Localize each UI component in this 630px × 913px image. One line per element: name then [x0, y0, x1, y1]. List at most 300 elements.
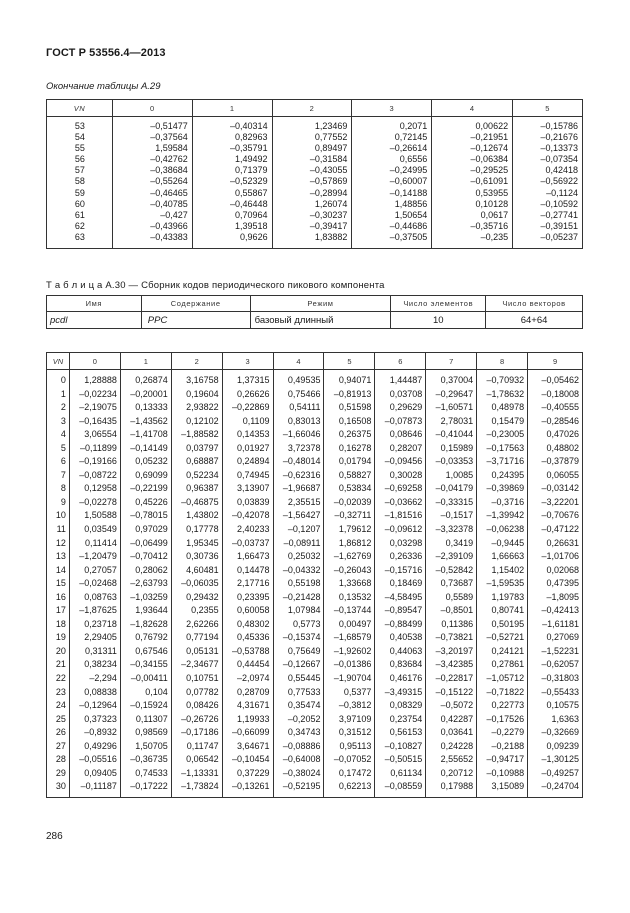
table-row: [47, 154, 583, 165]
vector-number-cell: 58: [47, 176, 113, 187]
vector-number-cell: 11: [47, 523, 70, 537]
table-row: [47, 577, 583, 591]
value-cell: 0,09239: [528, 740, 583, 754]
value-cell: –0,05462: [528, 370, 583, 388]
value-cell: 0,03549: [69, 523, 120, 537]
value-cell: 0,23395: [222, 591, 273, 605]
vector-number-cell: 15: [47, 577, 70, 591]
value-cell: 2,55652: [426, 753, 477, 767]
value-cell: 0,24228: [426, 740, 477, 754]
vector-number-cell: 12: [47, 537, 70, 551]
column-header: VN: [47, 353, 70, 370]
value-cell: –0,2279: [477, 726, 528, 740]
value-cell: –0,49257: [528, 767, 583, 781]
value-cell: –0,26043: [324, 564, 375, 578]
value-cell: –2,294: [69, 672, 120, 686]
value-cell: –0,26726: [171, 713, 222, 727]
value-cell: –0,43966: [112, 221, 192, 232]
value-cell: 0,76792: [120, 631, 171, 645]
column-header: 1: [120, 353, 171, 370]
table-a30-data-header-row: [47, 353, 583, 370]
value-cell: 0,77194: [171, 631, 222, 645]
value-cell: –0,8932: [69, 726, 120, 740]
value-cell: 0,00622: [432, 117, 513, 133]
table-row: [47, 780, 583, 797]
value-cell: –0,12667: [273, 658, 324, 672]
value-cell: 1,93644: [120, 604, 171, 618]
vector-number-cell: 3: [47, 415, 70, 429]
value-cell: –1,05712: [477, 672, 528, 686]
value-cell: –0,21676: [513, 132, 583, 143]
value-cell: –1,56427: [273, 509, 324, 523]
value-cell: –0,39869: [477, 482, 528, 496]
value-cell: –0,1517: [426, 509, 477, 523]
value-cell: 0,11386: [426, 618, 477, 632]
value-cell: 0,26375: [324, 428, 375, 442]
table-a30: [46, 295, 583, 329]
value-cell: –0,44686: [352, 221, 432, 232]
value-cell: –0,46448: [192, 199, 272, 210]
table-a30-caption: Т а б л и ц а А.30 — Сборник кодов периодического пикового компонента: [46, 280, 385, 291]
value-cell: –0,11187: [69, 780, 120, 797]
vector-number-cell: 4: [47, 428, 70, 442]
vector-number-cell: 30: [47, 780, 70, 797]
value-cell: –0,14149: [120, 442, 171, 456]
value-cell: –0,42078: [222, 509, 273, 523]
column-header: 7: [426, 353, 477, 370]
value-cell: –1,03259: [120, 591, 171, 605]
value-cell: 0,12958: [69, 482, 120, 496]
value-cell: 1,86812: [324, 537, 375, 551]
value-cell: 0,11414: [69, 537, 120, 551]
value-cell: 0,48978: [477, 401, 528, 415]
value-cell: 3,06554: [69, 428, 120, 442]
value-cell: –0,06238: [477, 523, 528, 537]
table-a30-data-body: [47, 370, 583, 798]
value-cell: –1,41708: [120, 428, 171, 442]
value-cell: 1,07984: [273, 604, 324, 618]
vector-number-cell: 8: [47, 482, 70, 496]
value-cell: –0,12674: [432, 143, 513, 154]
value-cell: 0,08763: [69, 591, 120, 605]
value-cell: –0,24995: [352, 165, 432, 176]
value-cell: 0,61134: [375, 767, 426, 781]
value-cell: 0,10751: [171, 672, 222, 686]
value-cell: –0,46875: [171, 496, 222, 510]
value-cell: 0,45336: [222, 631, 273, 645]
value-cell: –0,22869: [222, 401, 273, 415]
value-cell: 0,13333: [120, 401, 171, 415]
value-cell: 0,2355: [171, 604, 222, 618]
value-cell: –0,94717: [477, 753, 528, 767]
value-cell: –0,31584: [272, 154, 352, 165]
table-row: [47, 210, 583, 221]
value-cell: –0,9445: [477, 537, 528, 551]
table-row: [47, 686, 583, 700]
value-cell: –0,08911: [273, 537, 324, 551]
table-row: [47, 221, 583, 232]
value-cell: –1,43562: [120, 415, 171, 429]
vector-number-cell: 24: [47, 699, 70, 713]
value-cell: –1,01706: [528, 550, 583, 564]
value-cell: 0,13532: [324, 591, 375, 605]
vector-number-cell: 53: [47, 117, 113, 133]
value-cell: –0,13744: [324, 604, 375, 618]
value-cell: –0,05516: [69, 753, 120, 767]
value-cell: –0,427: [112, 210, 192, 221]
value-cell: –0,15786: [513, 117, 583, 133]
value-cell: 0,55445: [273, 672, 324, 686]
value-cell: 0,46176: [375, 672, 426, 686]
value-cell: 0,26631: [528, 537, 583, 551]
value-cell: 0,26336: [375, 550, 426, 564]
vector-number-cell: 26: [47, 726, 70, 740]
value-cell: 0,23718: [69, 618, 120, 632]
value-cell: 0,37004: [426, 370, 477, 388]
value-cell: –0,02468: [69, 577, 120, 591]
column-header: Число элементов: [391, 296, 486, 312]
value-cell: 0,55867: [192, 188, 272, 199]
vector-number-cell: 25: [47, 713, 70, 727]
value-cell: –0,37564: [112, 132, 192, 143]
value-cell: 1,6363: [528, 713, 583, 727]
value-cell: –0,30237: [272, 210, 352, 221]
column-header: 2: [272, 100, 352, 117]
value-cell: –0,10592: [513, 199, 583, 210]
value-cell: 0,9626: [192, 232, 272, 249]
value-cell: –0,03353: [426, 455, 477, 469]
value-cell: 0,68887: [171, 455, 222, 469]
table-row: [47, 604, 583, 618]
value-cell: –3,42385: [426, 658, 477, 672]
vector-number-cell: 54: [47, 132, 113, 143]
value-cell: 0,17988: [426, 780, 477, 797]
value-cell: 0,62213: [324, 780, 375, 797]
value-cell: 1,19933: [222, 713, 273, 727]
value-cell: –0,52721: [477, 631, 528, 645]
value-cell: 0,98569: [120, 726, 171, 740]
value-cell: –0,29525: [432, 165, 513, 176]
table-row: [47, 631, 583, 645]
value-cell: 0,42418: [513, 165, 583, 176]
table-row: [47, 713, 583, 727]
value-cell: –0,01386: [324, 658, 375, 672]
value-cell: 4,60481: [171, 564, 222, 578]
value-cell: –0,2052: [273, 713, 324, 727]
value-cell: –0,06035: [171, 577, 222, 591]
value-cell: 3,97109: [324, 713, 375, 727]
value-cell: 1,66663: [477, 550, 528, 564]
value-cell: 3,72378: [273, 442, 324, 456]
value-cell: –1,66046: [273, 428, 324, 442]
value-cell: 0,53834: [324, 482, 375, 496]
value-cell: 1,79612: [324, 523, 375, 537]
value-cell: –1,52231: [528, 645, 583, 659]
value-cell: 0,51598: [324, 401, 375, 415]
value-cell: 0,60058: [222, 604, 273, 618]
value-cell: 0,08426: [171, 699, 222, 713]
value-cell: 0,14353: [222, 428, 273, 442]
value-cell: –0,57869: [272, 176, 352, 187]
value-cell: 0,67546: [120, 645, 171, 659]
value-cell: 2,29405: [69, 631, 120, 645]
value-cell: –0,78015: [120, 509, 171, 523]
table-a29: [46, 99, 583, 249]
table-row: [47, 132, 583, 143]
value-cell: 2,35515: [273, 496, 324, 510]
column-header: 0: [112, 100, 192, 117]
value-cell: –0,37879: [528, 455, 583, 469]
value-cell: –0,46465: [112, 188, 192, 199]
value-cell: 0,48302: [222, 618, 273, 632]
column-header: Число векторов: [486, 296, 583, 312]
value-cell: 0,27861: [477, 658, 528, 672]
value-cell: –0,28994: [272, 188, 352, 199]
value-cell: 0,74945: [222, 469, 273, 483]
value-cell: –0,32711: [324, 509, 375, 523]
value-cell: –1,59535: [477, 577, 528, 591]
value-cell: 0,03298: [375, 537, 426, 551]
value-cell: –0,48014: [273, 455, 324, 469]
value-cell: 0,94071: [324, 370, 375, 388]
value-cell: –0,55264: [112, 176, 192, 187]
value-cell: –0,42762: [112, 154, 192, 165]
vector-number-cell: 61: [47, 210, 113, 221]
value-cell: 0,28062: [120, 564, 171, 578]
value-cell: –0,16435: [69, 415, 120, 429]
vector-number-cell: 28: [47, 753, 70, 767]
value-cell: –3,32378: [426, 523, 477, 537]
column-header: 4: [432, 100, 513, 117]
table-a29-body: [47, 117, 583, 249]
table-row: [47, 496, 583, 510]
table-row: [47, 442, 583, 456]
value-cell: 1,48856: [352, 199, 432, 210]
value-cell: –1,39942: [477, 509, 528, 523]
value-cell: 1,19783: [477, 591, 528, 605]
value-cell: 2,40233: [222, 523, 273, 537]
value-cell: –0,13373: [513, 143, 583, 154]
value-cell: –0,21951: [432, 132, 513, 143]
column-header: 5: [324, 353, 375, 370]
value-cell: –1,90704: [324, 672, 375, 686]
value-cell: –0,70676: [528, 509, 583, 523]
value-cell: 0,52234: [171, 469, 222, 483]
value-cell: 1,37315: [222, 370, 273, 388]
value-cell: –0,71822: [477, 686, 528, 700]
table-row: [47, 401, 583, 415]
value-cell: 1,50705: [120, 740, 171, 754]
value-cell: 0,01794: [324, 455, 375, 469]
value-cell: –0,22817: [426, 672, 477, 686]
value-cell: 1,49492: [192, 154, 272, 165]
value-cell: –0,13261: [222, 780, 273, 797]
table-row: [47, 699, 583, 713]
value-cell: 2,93822: [171, 401, 222, 415]
value-cell: –0,40555: [528, 401, 583, 415]
value-cell: –0,17222: [120, 780, 171, 797]
value-cell: 0,02068: [528, 564, 583, 578]
value-cell: 0,03708: [375, 388, 426, 402]
value-cell: –0,10827: [375, 740, 426, 754]
table-a30-header-row: [47, 296, 583, 312]
value-cell: –0,53788: [222, 645, 273, 659]
value-cell: 1,15402: [477, 564, 528, 578]
value-cell: 2,78031: [426, 415, 477, 429]
value-cell: –0,60007: [352, 176, 432, 187]
table-row: [47, 388, 583, 402]
value-cell: –0,52329: [192, 176, 272, 187]
value-cell: –0,62057: [528, 658, 583, 672]
value-cell: 0,1109: [222, 415, 273, 429]
table-row: [47, 726, 583, 740]
value-cell: 0,38234: [69, 658, 120, 672]
value-cell: 0,47026: [528, 428, 583, 442]
value-cell: 1,44487: [375, 370, 426, 388]
value-cell: 0,83013: [273, 415, 324, 429]
value-cell: 0,42287: [426, 713, 477, 727]
page-number: 286: [46, 831, 63, 842]
value-cell: –0,06384: [432, 154, 513, 165]
vector-number-cell: 29: [47, 767, 70, 781]
table-row: [47, 658, 583, 672]
value-cell: –0,09456: [375, 455, 426, 469]
value-cell: –0,55433: [528, 686, 583, 700]
value-cell: –0,64008: [273, 753, 324, 767]
table-row: [47, 469, 583, 483]
value-cell: –0,70412: [120, 550, 171, 564]
value-cell: –0,42413: [528, 604, 583, 618]
value-cell: 1,50588: [69, 509, 120, 523]
value-cell: 0,24121: [477, 645, 528, 659]
table-row: [47, 591, 583, 605]
value-cell: –0,62316: [273, 469, 324, 483]
value-cell: –1,92602: [324, 645, 375, 659]
vector-number-cell: 23: [47, 686, 70, 700]
value-cell: 0,35474: [273, 699, 324, 713]
value-cell: –0,08886: [273, 740, 324, 754]
table-row: [47, 550, 583, 564]
value-cell: –0,31803: [528, 672, 583, 686]
table-row: [47, 428, 583, 442]
table-row: [47, 143, 583, 154]
value-cell: –1,8095: [528, 591, 583, 605]
value-cell: 0,5773: [273, 618, 324, 632]
value-cell: 0,97029: [120, 523, 171, 537]
value-cell: –0,73821: [426, 631, 477, 645]
value-cell: –2,19075: [69, 401, 120, 415]
column-header: 2: [171, 353, 222, 370]
value-cell: 0,44063: [375, 645, 426, 659]
value-cell: 0,45226: [120, 496, 171, 510]
value-cell: –1,81516: [375, 509, 426, 523]
column-header: 3: [222, 353, 273, 370]
value-cell: –1,73824: [171, 780, 222, 797]
value-cell: 0,29629: [375, 401, 426, 415]
value-cell: 0,50195: [477, 618, 528, 632]
value-cell: 0,44454: [222, 658, 273, 672]
value-cell: 0,18469: [375, 577, 426, 591]
value-cell: –0,50515: [375, 753, 426, 767]
value-cell: 0,06055: [528, 469, 583, 483]
value-cell: –1,68579: [324, 631, 375, 645]
value-cell: 0,28207: [375, 442, 426, 456]
value-cell: 3,15089: [477, 780, 528, 797]
value-cell: –0,03662: [375, 496, 426, 510]
value-cell: 0,6556: [352, 154, 432, 165]
value-cell: –0,66099: [222, 726, 273, 740]
column-header: Содержание: [141, 296, 250, 312]
value-cell: –2,34677: [171, 658, 222, 672]
value-cell: 0,37323: [69, 713, 120, 727]
value-cell: 0,48802: [528, 442, 583, 456]
value-cell: 0,14478: [222, 564, 273, 578]
value-cell: –0,17526: [477, 713, 528, 727]
value-cell: 0,5589: [426, 591, 477, 605]
value-cell: 1,28888: [69, 370, 120, 388]
table-row: [47, 509, 583, 523]
value-cell: –1,87625: [69, 604, 120, 618]
value-cell: –0,32669: [528, 726, 583, 740]
value-cell: 0,56153: [375, 726, 426, 740]
value-cell: 0,15989: [426, 442, 477, 456]
value-cell: 0,47395: [528, 577, 583, 591]
table-row: [47, 537, 583, 551]
value-cell: –0,235: [432, 232, 513, 249]
table-row: [47, 767, 583, 781]
value-cell: –0,18008: [528, 388, 583, 402]
value-cell: –0,15924: [120, 699, 171, 713]
vector-number-cell: 9: [47, 496, 70, 510]
value-cell: 0,30736: [171, 550, 222, 564]
value-cell: 0,58827: [324, 469, 375, 483]
vector-number-cell: 19: [47, 631, 70, 645]
value-cell: 0,40538: [375, 631, 426, 645]
document-header: ГОСТ Р 53556.4—2013: [46, 47, 166, 59]
value-cell: –0,15122: [426, 686, 477, 700]
column-header: Режим: [250, 296, 391, 312]
value-cell: 1,23469: [272, 117, 352, 133]
value-cell: –0,52842: [426, 564, 477, 578]
value-cell: –0,20001: [120, 388, 171, 402]
value-cell: 0,37229: [222, 767, 273, 781]
value-cell: 0,11747: [171, 740, 222, 754]
value-cell: –0,27741: [513, 210, 583, 221]
value-cell: –1,60571: [426, 401, 477, 415]
value-cell: –0,03737: [222, 537, 273, 551]
value-cell: –1,13331: [171, 767, 222, 781]
vector-number-cell: 59: [47, 188, 113, 199]
value-cell: 0,83684: [375, 658, 426, 672]
value-cell: –0,24704: [528, 780, 583, 797]
value-cell: 0,05232: [120, 455, 171, 469]
value-cell: –0,1207: [273, 523, 324, 537]
value-cell: –0,81913: [324, 388, 375, 402]
value-cell: –0,07354: [513, 154, 583, 165]
value-cell: 0,27069: [528, 631, 583, 645]
value-cell: –0,04179: [426, 482, 477, 496]
value-cell: –1,61181: [528, 618, 583, 632]
value-cell: –0,08559: [375, 780, 426, 797]
value-cell: 0,24894: [222, 455, 273, 469]
value-cell: –0,38024: [273, 767, 324, 781]
value-cell: –0,69258: [375, 482, 426, 496]
value-cell: –0,29647: [426, 388, 477, 402]
value-cell: –0,61091: [432, 176, 513, 187]
value-cell: 0,22773: [477, 699, 528, 713]
value-cell: 0,00497: [324, 618, 375, 632]
value-cell: 0,73687: [426, 577, 477, 591]
